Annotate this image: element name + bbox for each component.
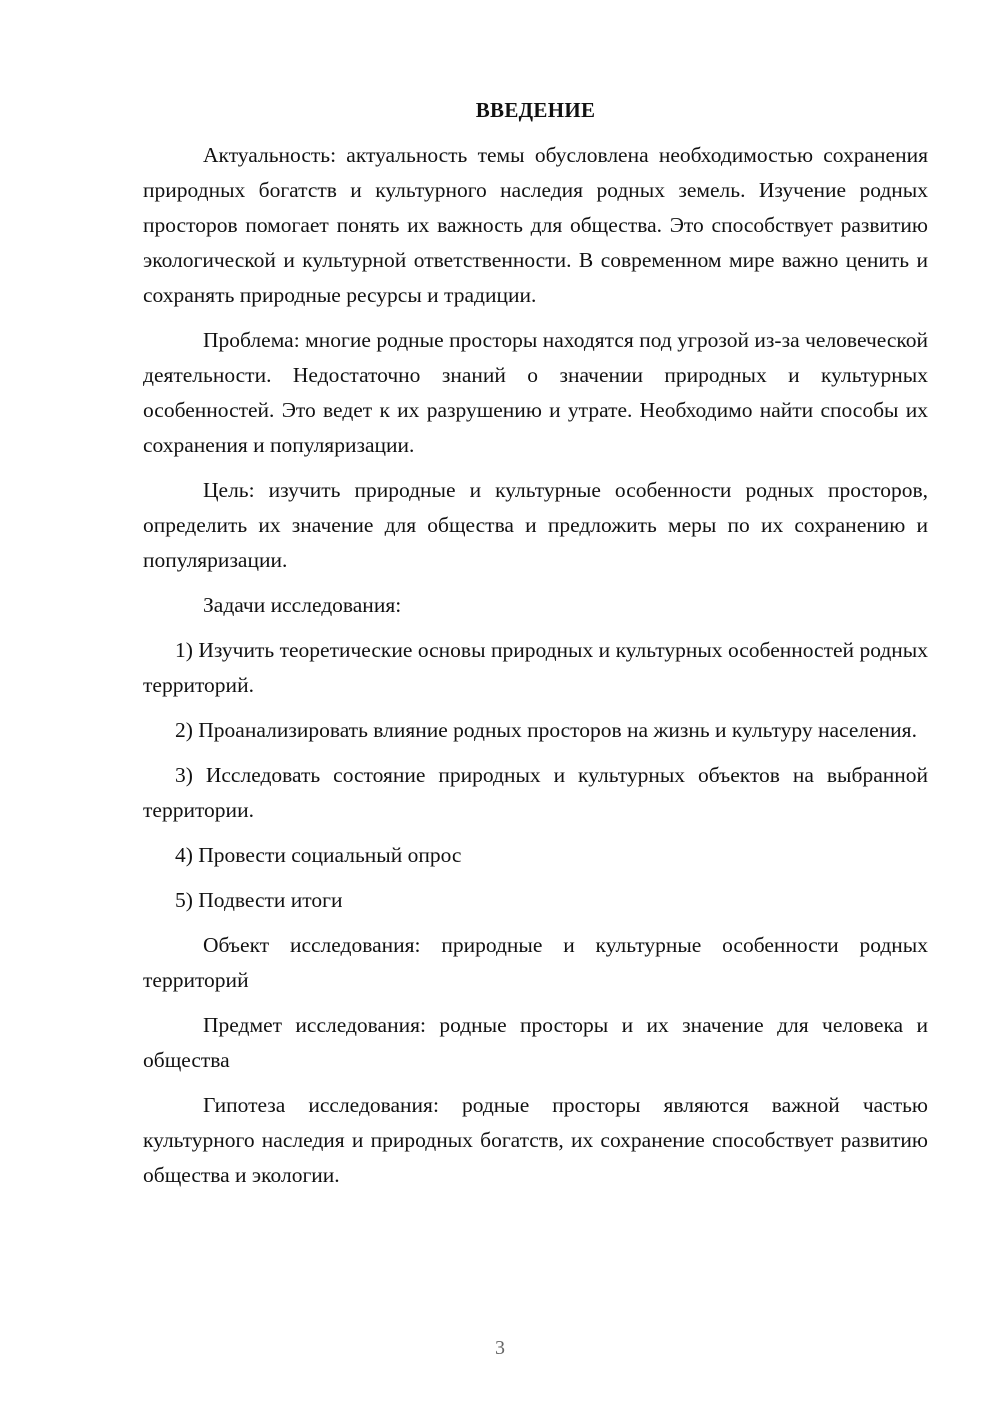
document-page (143, 94, 928, 1193)
list-item-task-3: 3) Исследовать состояние природных и культурных объектов на выбранной территории. (143, 763, 928, 822)
paragraph-object: Объект исследования: природные и культурные особенности родных территорий (143, 933, 928, 992)
paragraph-hypothesis: Гипотеза исследования: родные просторы являются важной частью культурного наследия и природных богатств, их сохранение способствует развитию общества и экологии. (143, 1093, 928, 1187)
paragraph-problem: Проблема: многие родные просторы находятся под угрозой из-за человеческой деятельности. Недостаточно знаний о значении природных и культурных особенностей. Это ведет к их разрушению и утрате. Необходимо найти способы их сохранения и популяризации. (143, 328, 928, 457)
list-item-task-4: 4) Провести социальный опрос (175, 843, 462, 867)
paragraph-tasks-heading: Задачи исследования: (203, 593, 402, 617)
page-title: ВВЕДЕНИЕ (475, 98, 596, 122)
list-item-task-2: 2) Проанализировать влияние родных просторов на жизнь и культуру населения. (175, 718, 917, 742)
paragraph-subject: Предмет исследования: родные просторы и их значение для человека и общества (143, 1013, 928, 1072)
list-item-task-1: 1) Изучить теоретические основы природных и культурных особенностей родных территорий. (143, 638, 928, 697)
page-number: 3 (495, 1337, 505, 1359)
list-item-task-5: 5) Подвести итоги (175, 888, 343, 912)
paragraph-goal: Цель: изучить природные и культурные особенности родных просторов, определить их значение для общества и предложить меры по их сохранению и популяризации. (143, 478, 928, 572)
paragraph-relevance: Актуальность: актуальность темы обусловлена необходимостью сохранения природных богатств и культурного наследия родных земель. Изучение родных просторов помогает понять их важность для общества. Это способствует развитию экологической и культурной ответственности. В современном мире важно ценить и сохранять природные ресурсы и традиции. (143, 143, 928, 307)
